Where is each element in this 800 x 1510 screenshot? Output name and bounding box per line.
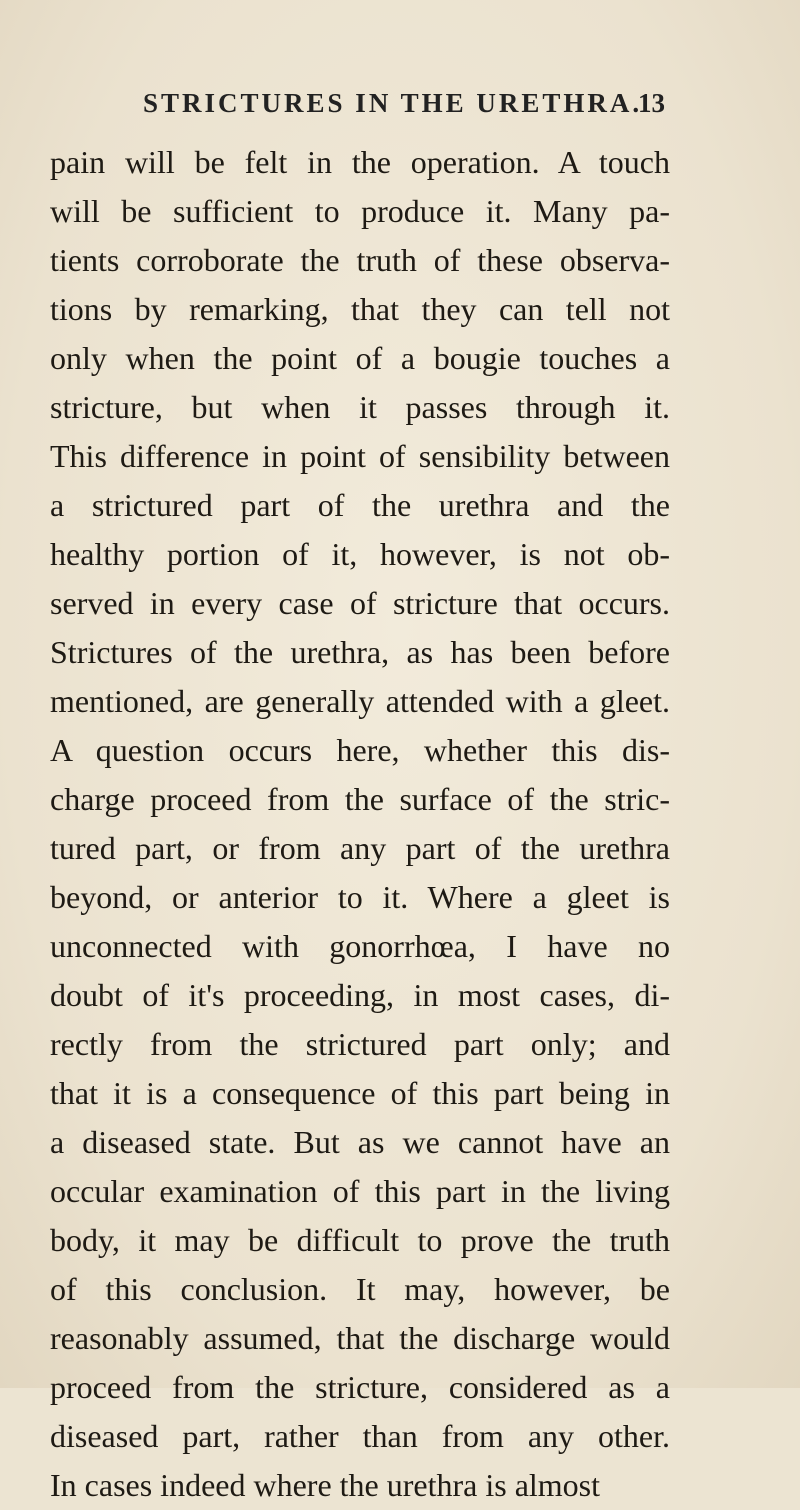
- text-line: A question occurs here, whether this dis-: [50, 732, 670, 768]
- text-line: tions by remarking, that they can tell not: [50, 291, 670, 327]
- running-head: STRICTURES IN THE URETHRA.: [143, 88, 643, 118]
- text-line: stricture, but when it passes through it.: [50, 389, 670, 425]
- text-line: rectly from the strictured part only; and: [50, 1026, 670, 1062]
- text-line: proceed from the stricture, considered as a: [50, 1369, 670, 1405]
- text-line: tured part, or from any part of the urethra: [50, 830, 670, 866]
- page-header: [143, 88, 665, 128]
- text-line: charge proceed from the surface of the stric-: [50, 781, 670, 817]
- text-line: tients corroborate the truth of these observa-: [50, 242, 670, 278]
- text-line: reasonably assumed, that the discharge would: [50, 1320, 670, 1356]
- text-line: mentioned, are generally attended with a gleet.: [50, 683, 670, 719]
- text-line: occular examination of this part in the living: [50, 1173, 670, 1209]
- text-line: pain will be felt in the operation. A touch: [50, 144, 670, 180]
- text-line: Strictures of the urethra, as has been before: [50, 634, 670, 670]
- text-line: of this conclusion. It may, however, be: [50, 1271, 670, 1307]
- body-text: [50, 138, 670, 1510]
- text-line: doubt of it's proceeding, in most cases, di-: [50, 977, 670, 1013]
- text-line: will be sufficient to produce it. Many pa-: [50, 193, 670, 229]
- page-number: 13: [638, 88, 665, 118]
- text-line: body, it may be difficult to prove the truth: [50, 1222, 670, 1258]
- text-line: healthy portion of it, however, is not ob-: [50, 536, 670, 572]
- text-line: served in every case of stricture that occurs.: [50, 585, 670, 621]
- text-line: only when the point of a bougie touches a: [50, 340, 670, 376]
- text-line: unconnected with gonorrhœa, I have no: [50, 928, 670, 964]
- text-line: a strictured part of the urethra and the: [50, 487, 670, 523]
- text-line: beyond, or anterior to it. Where a gleet is: [50, 879, 670, 915]
- text-line: a diseased state. But as we cannot have an: [50, 1124, 670, 1160]
- text-line: diseased part, rather than from any other.: [50, 1418, 670, 1454]
- text-line: that it is a consequence of this part being in: [50, 1075, 670, 1111]
- text-line: This difference in point of sensibility between: [50, 438, 670, 474]
- text-line: In cases indeed where the urethra is almost: [50, 1467, 601, 1503]
